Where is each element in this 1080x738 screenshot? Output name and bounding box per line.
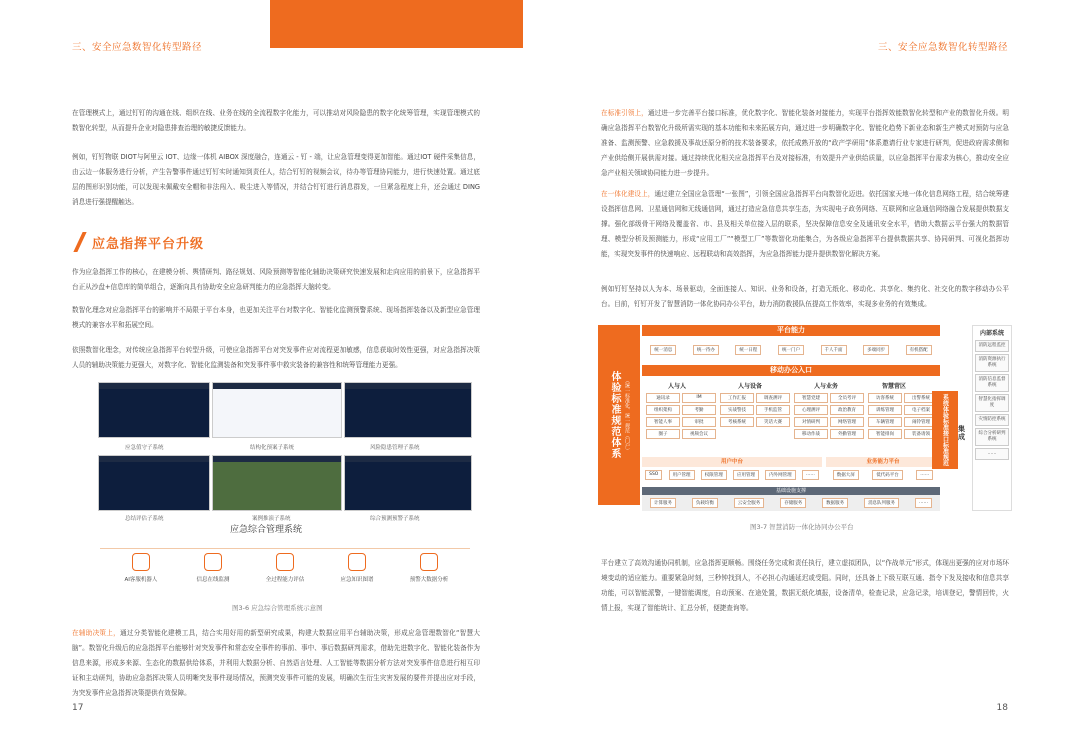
caption-duty: 应急值守子系统 [125,445,164,451]
standard-system-sub: （统一标准化、统一规范（门户） [624,377,630,453]
user-chip: 应用管理 [733,470,759,480]
base-chip: 负载均衡 [692,498,718,508]
screenshot-assess [98,455,210,511]
group-chip: 调查测评 [756,393,790,403]
right-paragraph-1 [601,106,1009,181]
biz-chip: …… [916,470,933,480]
group-chip: 装备请领 [904,429,938,439]
caption-case: 案例推演子系统 [252,516,291,522]
network-icon [348,553,366,571]
screenshot-duty [98,382,210,438]
user-chip: 权限管理 [701,470,727,480]
screenshot-plan [212,382,342,438]
base-chip: …… [915,498,932,508]
group-chip: 网络管理 [830,417,864,427]
feature-item [322,549,392,590]
right-paragraph-2 [601,187,1009,262]
base-row [642,498,940,508]
platform-chip: 多端同步 [863,345,889,355]
page-number-left: 17 [72,703,84,713]
right-header: 三、安全应急数智化转型路径 [877,42,1008,53]
group-chip: 智慧党建 [794,393,828,403]
group-chip: 工作汇报 [720,393,754,403]
platform-chip: 统一待办 [693,345,719,355]
group-chip: 通讯录 [646,393,680,403]
group-chip: 视频会议 [682,429,716,439]
user-center-band: 用户中台 [642,457,822,467]
page-number-right: 18 [996,703,1008,713]
group-title: 人与业务 [814,383,839,390]
base-chip: 消息队列服务 [864,498,899,508]
feature-label: 预警大数据分析 [409,577,449,583]
lead-text: 在一体化建设上， [601,190,655,198]
base-chip: 云安全服务 [734,498,765,508]
screenshot-case [212,455,342,511]
right-paragraph-4: 平台建立了高效沟通协同机制，应急指挥更顺畅。围绕任务完成和责任执行，建立虚拟团队，以“作战单元”形式，体现出更强的应对市场环境变动的适应能力。重要紧急时刻，三秒钟找到人，不必担心沟通延迟或受阻。同时，还具备上下级互联互通、指令下发及接收和信息共享功能，可以智能派警，一键智能调度，自动预案、在途处置，数据无纸化填报，设备清单，检查记录，应急记录，培训登记，警情回传，火情上报，实现了智能统计、汇总分析，便捷查询等。 [601,559,1009,612]
mgmt-system-title: 应急综合管理系统 [230,525,303,535]
base-chip: 计算服务 [650,498,676,508]
group-chip: 电子档案 [904,405,938,415]
feature-item [250,549,320,590]
group-chip: 政治教育 [830,405,864,415]
left-paragraph-4: 数智化理念对应急指挥平台的影响并不局限于平台本身，也更加关注平台对数字化、智能化监测预警系统、现场指挥装备以及新型应急管理模式的兼容水平和拓展空间。 [72,306,480,329]
chart-icon [276,553,294,571]
group-title: 智慧营区 [882,383,907,390]
feature-label: 全过程能力评估 [265,577,305,583]
feature-item [106,549,176,590]
caption-plan: 结构化预案子系统 [250,445,295,451]
group-grid [720,393,790,427]
group-chip: 移动作战 [794,429,828,439]
platform-chip: 统一消息 [650,345,676,355]
feature-label: AI客服机器人 [124,577,158,583]
group-chip: 心理测评 [794,405,828,415]
left-paragraph-5: 依照数智化理念，对传统应急指挥平台转型升级，可使应急指挥平台对突发事件应对流程更加敏感，信息获取时效性更强，对应急指挥决策人员的辅助决策能力更强大，对数字化、智能化监测装备和突发事件事中救灾装备的兼容性和统筹管理能力更强。 [72,346,480,369]
caption-forecast: 综合预测预警子系统 [370,516,420,522]
group-grid [646,393,716,439]
left-header: 三、安全应急数智化转型路径 [72,42,203,53]
body-text: 通过进一步完善平台接口标准，优化数字化、智能化装备对接能力，实现平台指挥效能数智化转型和产业的数智化升级。明确应急指挥平台数智化升级所需实现的基本功能和未来拓展方向，通过进一步明确数字化、智能化趋势下新业态和新生产模式对预防与应急准备、监测预警、应急救援及事故还原分析的技术装备要求，依托成熟开放的“政产学研用”体系邀请行业专家进行研判，促进政府需求侧和产业供给侧开展供需对接。通过持续优化相关应急指挥平台及对接标准，有效提升产业供给质量，以应急指挥平台需求为核心，推动安全应急产业相关领域协同能力进一步提升。 [601,109,1010,177]
section-title [72,232,204,252]
feature-label: 应急知识图谱 [340,577,374,583]
platform-chip: 统一日程 [735,345,761,355]
lead-text: 在辅助决策上， [72,629,121,637]
left-paragraph-3: 作为应急指挥工作的核心，在建模分析、舆情研判、路径规划、风险预测等智能化辅助决策研究快速发展和走向应用的前景下，应急指挥平台正从沙盘+信息库的简单组合，逐渐向具有协助安全应急研判能力的应急指挥大脑转变。 [72,268,480,291]
user-chip: …… [802,470,819,480]
left-paragraph-6 [72,626,480,701]
lead-text: 在标准引领上， [601,109,648,117]
interface-standard-band [932,391,958,469]
biz-chip: 数据大屏 [833,470,859,480]
group-grid [868,393,938,439]
internal-system-item: 灾情防控系统 [975,414,1009,426]
fig-caption-right: 图3-7 智慧消防一体化协同办公平台 [750,523,854,531]
group-chip: 智能人事 [646,417,680,427]
group-chip: 手机监管 [756,405,790,415]
biz-chip: 低代码平台 [872,470,903,480]
group-chip: 笑话大赛 [756,417,790,427]
biz-center-row [826,470,940,480]
internal-system-item: 消防资源执行系统 [975,354,1009,372]
group-chip: 审批 [682,417,716,427]
group-chip: 考核系统 [720,417,754,427]
standard-system-band [598,325,640,505]
platform-chip: 有机搭配 [906,345,932,355]
base-chip: 数据服务 [822,498,848,508]
group-chip: 闹铃管理 [904,417,938,427]
right-paragraph-3: 例如钉钉坚持以人为本、场景驱动，全面连接人、知识、业务和设备，打造无纸化、移动化、共享化、集约化、社交化的数字移动办公平台。目前，钉钉开发了智慧消防一体化协同办公平台，助力消防救援队伍提高工作效率，实现多业务的有效集成。 [601,285,1009,308]
mobile-band: 移动办公入口 [642,365,940,376]
group-chip: 访客系统 [868,393,902,403]
platform-chip: 千人千面 [821,345,847,355]
screenshot-risk [344,382,472,438]
internal-system-item: 消防信息监督系统 [975,374,1009,392]
group-chip: 智能排岗 [868,429,902,439]
platform-band: 平台能力 [642,325,940,336]
screenshot-forecast [344,455,472,511]
interface-standard-text: 系统体验标准接口标准规范 [941,394,949,466]
base-chip: 存储服务 [780,498,806,508]
internal-systems-panel [972,325,1012,511]
left-paragraph-2: 例如，钉钉物联 DIOT与阿里云 IOT、边缘一体机 AIBOX 深度融合，连通云 - 钉 - 端，让应急管理变得更加智能。通过IOT 硬件采集信息，由云边一体服务进行分析，产生告警事件通过钉钉实时通知到责任人，结合钉钉的视频会议，待办等管理协同能力，进行快速处置。通过底层的图形识别功能，可以发现未佩戴安全帽和非法闯入、吸尘进入等情况，并结合钉钉进行消息群发，一旦紧急程度上升，还会通过 DING 消息进行强提醒触达。 [72,153,480,206]
group-chip: 全员考评 [830,393,864,403]
integration-label: 集成 [958,425,965,441]
feature-label: 信息在线监测 [196,577,230,583]
internal-system-item: 消防远程监控 [975,340,1009,352]
robot-icon [132,553,150,571]
group-chip: 对情研判 [794,417,828,427]
analytics-icon [420,553,438,571]
group-chip: 训练管理 [868,405,902,415]
group-chip: 实战警技 [720,405,754,415]
group-chip: 考勤 [682,405,716,415]
feature-icon-row [100,548,470,590]
group-chip: 圈子 [646,429,680,439]
user-chip: 内外网管理 [765,470,796,480]
caption-risk: 风险隐患管理子系统 [370,445,420,451]
platform-row [642,345,940,355]
group-chip: IM [682,393,716,403]
internal-system-item: 综合分析研判系统 [975,428,1009,446]
group-chip: 组织架构 [646,405,680,415]
diagram-main [642,325,946,511]
group-title: 人与设备 [738,383,763,390]
user-chip: SSO [645,470,662,480]
group-chip: 出警系统 [904,393,938,403]
internal-system-item: 智慧化指挥调度 [975,394,1009,412]
group-title: 人与人 [668,383,687,390]
slash-icon [67,232,86,252]
platform-chip: 统一门户 [778,345,804,355]
internal-system-item: …… [975,448,1009,460]
group-chip: 车辆管理 [868,417,902,427]
biz-center-band: 业务能力平台 [826,457,940,467]
base-band: 基础设施支撑 [642,487,940,495]
feature-item [178,549,248,590]
monitor-icon [204,553,222,571]
fig-caption-left: 图3-6 应急综合管理系统示意图 [232,604,323,612]
group-grid [794,393,864,439]
feature-item [394,549,464,590]
section-title-text: 应急指挥平台升级 [92,236,205,252]
office-platform-diagram [598,325,1012,511]
left-paragraph-1: 在管理模式上，通过钉钉的沟通在线、组织在线、业务在线的全流程数字化能力，可以推动对风险隐患的数字化统筹管理，实现管理模式的数智化转型，从而提升企业对隐患排查治理的敏捷反馈能力。 [72,109,480,132]
top-accent-bar [270,0,523,48]
caption-assess: 总结评估子系统 [125,516,164,522]
body-text: 通过建立全国应急管理“一张图”，引领全国应急指挥平台向数智化迈进。依托国家天地一体化信息网络工程，结合统筹建设指挥信息网、卫星通信网和无线通信网，通过打造应急信息共享生态，为实现电子政务网络、互联网和应急通信网络融合发展提供数据支撑。强化部级骨干网络及覆盖省、市、县及相关单位接入层的联系，坚决保障信息安全及通讯安全水平，借助大数据云平台强大的数据管理、模型分析及预测能力，形成“应用工厂”“模型工厂”等数智化功能集合，为各级应急指挥平台提供数据共享、协同研判、可视化指挥功能，实现突发事件的快速响应、远程联动和高效指挥，为应急指挥能力提升提供数智化解决方案。 [601,190,1009,258]
body-text: 通过分类智能化建模工具，结合实用好用的新型研究成果，构建大数据应用平台辅助决策，形成应急管理数智化“智慧大脑”。数智化升级后的应急指挥平台能够针对突发事件和常态安全事件的事前、事中、事后数据研判需求，借助先进数字化、智能化装备作为信息来源，形成多来源、生态化的数据供给体系，并利用大数据分析、自然语言处理、人工智能等数据分析方法对突发事件信息进行相互印证和主动研判，协助应急指挥决策人员明晰突发事件现场情况，预测突发事件可能的发展，明确次生衍生灾害发展的要件并提出应对手段，为突发事件应急指挥决策提供有效保障。 [72,629,481,697]
user-center-row [642,470,822,480]
standard-system-title: 体验标准规范体系 [609,371,620,459]
user-chip: 用户管理 [669,470,695,480]
internal-systems-title: 内部系统 [979,330,1004,337]
group-chip: 外勤管理 [830,429,864,439]
